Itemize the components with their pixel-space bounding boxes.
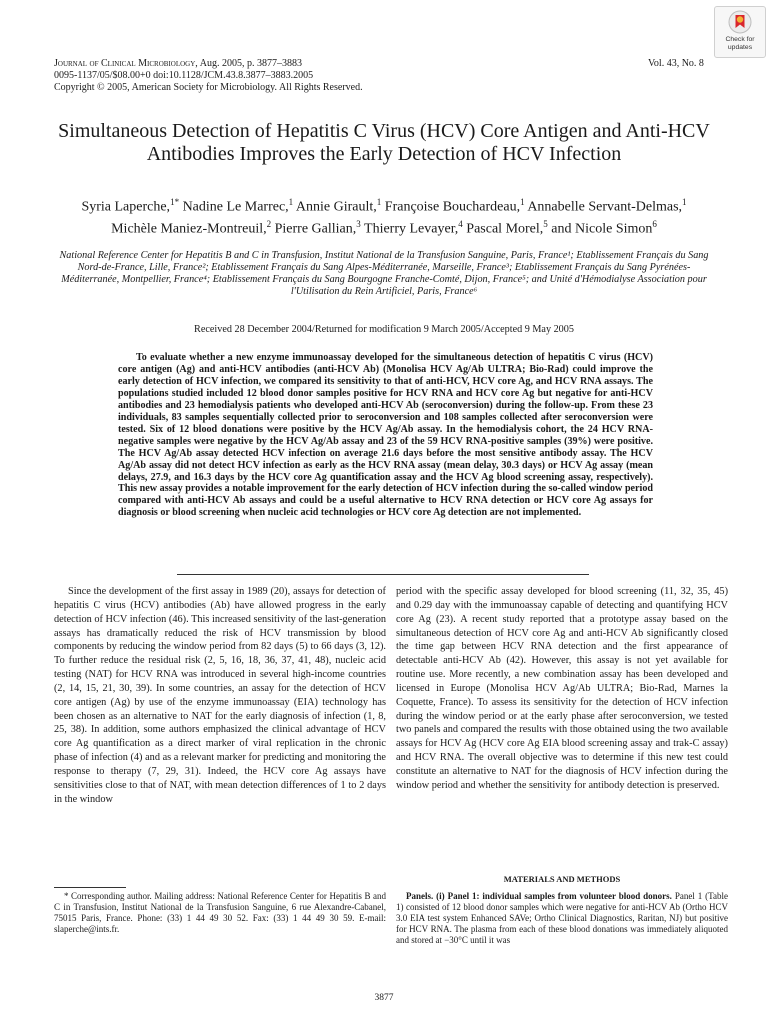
footnote-divider bbox=[54, 887, 126, 888]
author-name: Syria Laperche, bbox=[81, 199, 171, 215]
abstract: To evaluate whether a new enzyme immunoassay developed for the simultaneous detection of hepatitis C virus (HCV) core antigen (Ag) and anti-HCV antibodies (anti-HCV Ab) (Monolisa HCV Ag/Ab ULTRA; Bio-Rad) could improve the early detection of HCV infection, we compared its sensitivity to that of anti-HCV, HCV core Ag, and HCV RNA assays. The populations studied included 12 blood donor samples positive for HCV RNA and HCV core Ag but negative for anti-HCV antibodies and 23 hemodialysis patients who developed anti-HCV Ab (seroconversion) during the follow-up. From these 23 individuals, 83 samples sequentially collected prior to seroconversion and 108 samples collected after seroconversion were tested. Six of 12 blood donations were positive by the HCV Ag/Ab assay. In the hemodialysis cohort, the 24 HCV RNA-negative samples were negative by the HCV Ag/Ab assay and 23 of the 59 HCV RNA-positive samples (39%) were positive. The HCV Ag/Ab assay detected HCV infection on average 21.6 days before the most sensitive antibody assay. The HCV Ag/Ab assay did not detect HCV infection as early as the HCV RNA assay (mean delay, 30.3 days) or HCV Ag assay (mean delays, 27.9, and 16.3 days by the HCV core Ag quantification assay and the HCV Ag blood screening assay, respectively). This new assay provides a notable improvement for the early detection of HCV infection during the so-called window period compared with anti-HCV Ab assays and could be a useful alternative to HCV RNA detection or HCV core Ag assays for diagnosis or blood screening when nucleic acid technologies or HCV core Ag detection are not implemented. bbox=[118, 352, 653, 519]
issn-doi: 0095-1137/05/$08.00+0 doi:10.1128/JCM.43.8.3877–3883.2005 bbox=[54, 70, 314, 81]
panels-text: Panel 1 (Table 1) consisted of 12 blood donor samples which were negative for anti-HCV Ab (Ortho HCV 3.0 EIA test system Enhanced SAVe; Ortho Clinical Diagnostics, Raritan, NJ) but positive for HCV RNA. The plasma from each of these blood donations was immediately aliquoted and stored at −30°C until it was bbox=[396, 891, 728, 946]
volume-number: Vol. 43, No. 8 bbox=[648, 58, 704, 69]
author-name: Françoise Bouchardeau, bbox=[384, 199, 521, 215]
article-title: Simultaneous Detection of Hepatitis C Virus (HCV) Core Antigen and Anti-HCV Antibodies Improves the Early Detection of HCV Infection bbox=[58, 120, 710, 165]
badge-label bbox=[715, 36, 765, 52]
journal-citation bbox=[54, 58, 302, 70]
author-affiliation-mark: 1 bbox=[520, 197, 525, 207]
author-affiliation-mark: 5 bbox=[543, 218, 548, 229]
author-name: Annabelle Servant-Delmas, bbox=[527, 199, 683, 215]
author-affiliation-mark: 1 bbox=[682, 197, 687, 207]
author-name: Pierre Gallian, bbox=[274, 221, 357, 237]
journal-issue: , Aug. 2005, p. 3877–3883 bbox=[195, 58, 302, 69]
author-name: Pascal Morel, bbox=[466, 221, 544, 237]
author-affiliation-mark: 3 bbox=[356, 218, 361, 229]
section-heading: MATERIALS AND METHODS bbox=[503, 874, 621, 884]
author-affiliation-mark: 1 bbox=[376, 197, 382, 207]
author-name: and Nicole Simon bbox=[551, 221, 653, 237]
body-text-left-column: Since the development of the first assay in 1989 (20), assays for detection of hepatitis C virus (HCV) antibodies (Ab) have allowed progress in the early detection of HCV infection (46). This increased sensitivity of the last-generation assays has dramatically reduced the risk of HCV transmission by blood components by reducing the window period from 82 days (5) to 66 days (3, 12). To further reduce the residual risk (2, 5, 16, 18, 36, 37, 41, 48), nucleic acid testing (NAT) for HCV RNA was introduced in several high-income countries (2, 14, 15, 21, 30, 39). In some countries, an assay for the detection of HCV core antigen (Ag) by use of the enzyme immunoassay (EIA) technology has been chosen as an alternative to NAT for the early diagnosis of infection (1, 8, 25, 38). In addition, some authors emphasized the clinical advantage of HCV core Ag quantification as a direct marker of viral replication in the chronic phase of infection (4) and as a relevant marker for predicting and monitoring the response to therapy (7, 29, 31). Indeed, the HCV core Ag assays have sensitivities close to that of NAT, with mean detection differences of 1 to 2 days in the window bbox=[54, 586, 386, 805]
author-affiliation-mark: 2 bbox=[266, 218, 272, 229]
author-affiliation-mark: 6 bbox=[652, 218, 657, 229]
author-name: Michèle Maniez-Montreuil, bbox=[111, 221, 267, 237]
crossmark-icon bbox=[728, 10, 752, 34]
check-for-updates-badge[interactable] bbox=[714, 6, 766, 58]
journal-name: Journal of Clinical Microbiology bbox=[54, 58, 196, 69]
body-text-right-column: period with the specific assay developed for blood screening (11, 32, 35, 45) and 0.29 day with the immunoassay capable of detecting and quantifying HCV core Ag (23). A recent study reported that a prototype assay based on the simultaneous detection of HCV core Ag and anti-HCV Ab significantly closed the time gap between HCV RNA detection and the first appearance of detectable anti-HCV Ab (42). However, this assay is not yet available for routine use. More recently, a new combination assay has been developed and licensed in Europe (Monolisa HCV Ag/Ab ULTRA; Bio-Rad, Marnes la Coquette, France). To assess its sensitivity for the detection of HCV infection during the window period or at the early phase after seroconversion, we tested two panels and compared the results with those obtained using the two available assays for HCV Ag (HCV core Ag EIA blood screening assay and trak-C assay) and HCV RNA. The overall objective was to determine if this new test could constitute an alternative to NAT for the diagnosis of HCV infection during the window period and whether the sensitivity for antibody detection is preserved. bbox=[396, 586, 728, 791]
author-list bbox=[60, 194, 708, 237]
affiliations: National Reference Center for Hepatitis B and C in Transfusion, Institut National de la Transfusion Sanguine, Paris, France¹; Etablissement Français du Sang Nord-de-France, Lille, France²; Etablissement Français du Sang Alpes-Méditerranée, Marseille, France³; Etablissement Français du Sang Pyrénées-Méditerranée, Montpellier, France⁴; Etablissement Français du Sang Bourgogne Franche-Comté, Dijon, France⁵; and Unité d'Hémodialyse Association pour l'Utilisation du Rein Artificiel, Paris, France⁶ bbox=[59, 250, 709, 298]
corresponding-author-footnote: * Corresponding author. Mailing address: National Reference Center for Hepatitis B and C in Transfusion, Institut National de la Transfusion Sanguine, 6 rue Alexandre-Cabanel, 75015 Paris, France. Phone: (33) 1 44 49 30 52. Fax: (33) 1 44 49 30 59. E-mail: slaperche@ints.fr. bbox=[54, 891, 386, 935]
author-name: Annie Girault, bbox=[295, 199, 377, 215]
page-number: 3877 bbox=[374, 993, 394, 1003]
panels-paragraph bbox=[396, 891, 728, 946]
author-name: Thierry Levayer, bbox=[364, 221, 459, 237]
badge-line-2: updates bbox=[727, 44, 753, 51]
panels-lead: Panels. (i) Panel 1: individual samples from volunteer blood donors. bbox=[406, 891, 672, 901]
author-affiliation-mark: 1* bbox=[170, 197, 180, 207]
author-affiliation-mark: 1 bbox=[288, 197, 294, 207]
copyright: Copyright © 2005, American Society for Microbiology. All Rights Reserved. bbox=[54, 82, 363, 93]
abstract-divider bbox=[177, 574, 589, 575]
received-dates: Received 28 December 2004/Returned for modification 9 March 2005/Accepted 9 May 2005 bbox=[194, 324, 574, 335]
author-name: Nadine Le Marrec, bbox=[182, 199, 289, 215]
badge-line-1: Check for bbox=[725, 36, 755, 43]
author-affiliation-mark: 4 bbox=[458, 218, 463, 229]
